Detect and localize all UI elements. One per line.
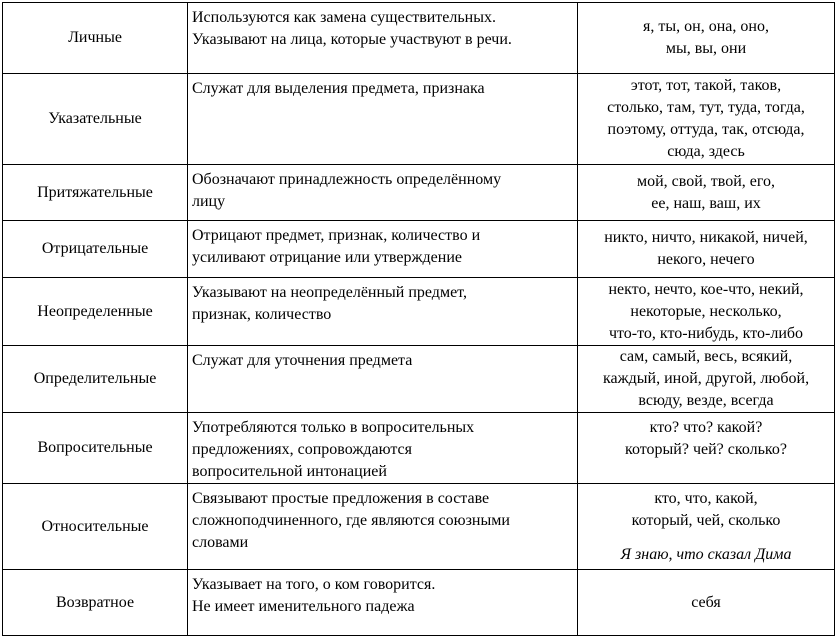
example-sentence: Я знаю, что сказал Дима — [620, 546, 792, 563]
pronoun-description: Употребляются только в вопросительных предложениях, сопровождаются вопросительной интонацией — [188, 413, 578, 484]
pronoun-type: Относительные — [3, 484, 188, 570]
pronoun-type: Указательные — [3, 74, 188, 165]
table-row — [3, 570, 835, 636]
table-row — [3, 221, 835, 278]
table-row — [3, 346, 835, 413]
table-row — [3, 74, 835, 165]
pronoun-examples: кто? что? какой? который? чей? сколько? — [578, 413, 835, 484]
pronoun-examples: некто, нечто, кое-что, некий, некоторые, несколько, что-то, кто-нибудь, кто-либо — [578, 278, 835, 346]
pronoun-type: Притяжательные — [3, 165, 188, 221]
pronoun-examples: я, ты, он, она, оно, мы, вы, они — [578, 3, 835, 74]
pronoun-description: Указывают на неопределённый предмет, признак, количество — [188, 278, 578, 346]
pronoun-description: Отрицают предмет, признак, количество и усиливают отрицание или утверждение — [188, 221, 578, 278]
pronoun-description: Служат для уточнения предмета — [188, 346, 578, 413]
pronoun-examples: кто, что, какой, который, чей, сколько Я знаю, что сказал Дима — [578, 484, 835, 570]
pronoun-type: Определительные — [3, 346, 188, 413]
pronoun-type: Личные — [3, 3, 188, 74]
pronoun-examples: этот, тот, такой, таков, столько, там, тут, туда, тогда, поэтому, оттуда, так, отсюда, сюда, здесь — [578, 74, 835, 165]
pronoun-type: Неопределенные — [3, 278, 188, 346]
pronoun-types-table — [2, 2, 835, 636]
pronoun-description: Указывает на того, о ком говорится. Не имеет именительного падежа — [188, 570, 578, 636]
table-row — [3, 413, 835, 484]
pronoun-examples: сам, самый, весь, всякий, каждый, иной, другой, любой, всюду, везде, всегда — [578, 346, 835, 413]
table-row — [3, 278, 835, 346]
pronoun-type: Вопросительные — [3, 413, 188, 484]
pronoun-examples: мой, свой, твой, его, ее, наш, ваш, их — [578, 165, 835, 221]
table-row — [3, 3, 835, 74]
pronoun-examples: никто, ничто, никакой, ничей, некого, нечего — [578, 221, 835, 278]
pronoun-description: Связывают простые предложения в составе сложноподчиненного, где являются союзными словами — [188, 484, 578, 570]
table-row — [3, 165, 835, 221]
pronoun-type: Отрицательные — [3, 221, 188, 278]
pronoun-description: Обозначают принадлежность определённому лицу — [188, 165, 578, 221]
pronoun-description: Служат для выделения предмета, признака — [188, 74, 578, 165]
pronoun-type: Возвратное — [3, 570, 188, 636]
table-row — [3, 484, 835, 570]
pronoun-examples: себя — [578, 570, 835, 636]
pronoun-description: Используются как замена существительных. Указывают на лица, которые участвуют в речи. — [188, 3, 578, 74]
